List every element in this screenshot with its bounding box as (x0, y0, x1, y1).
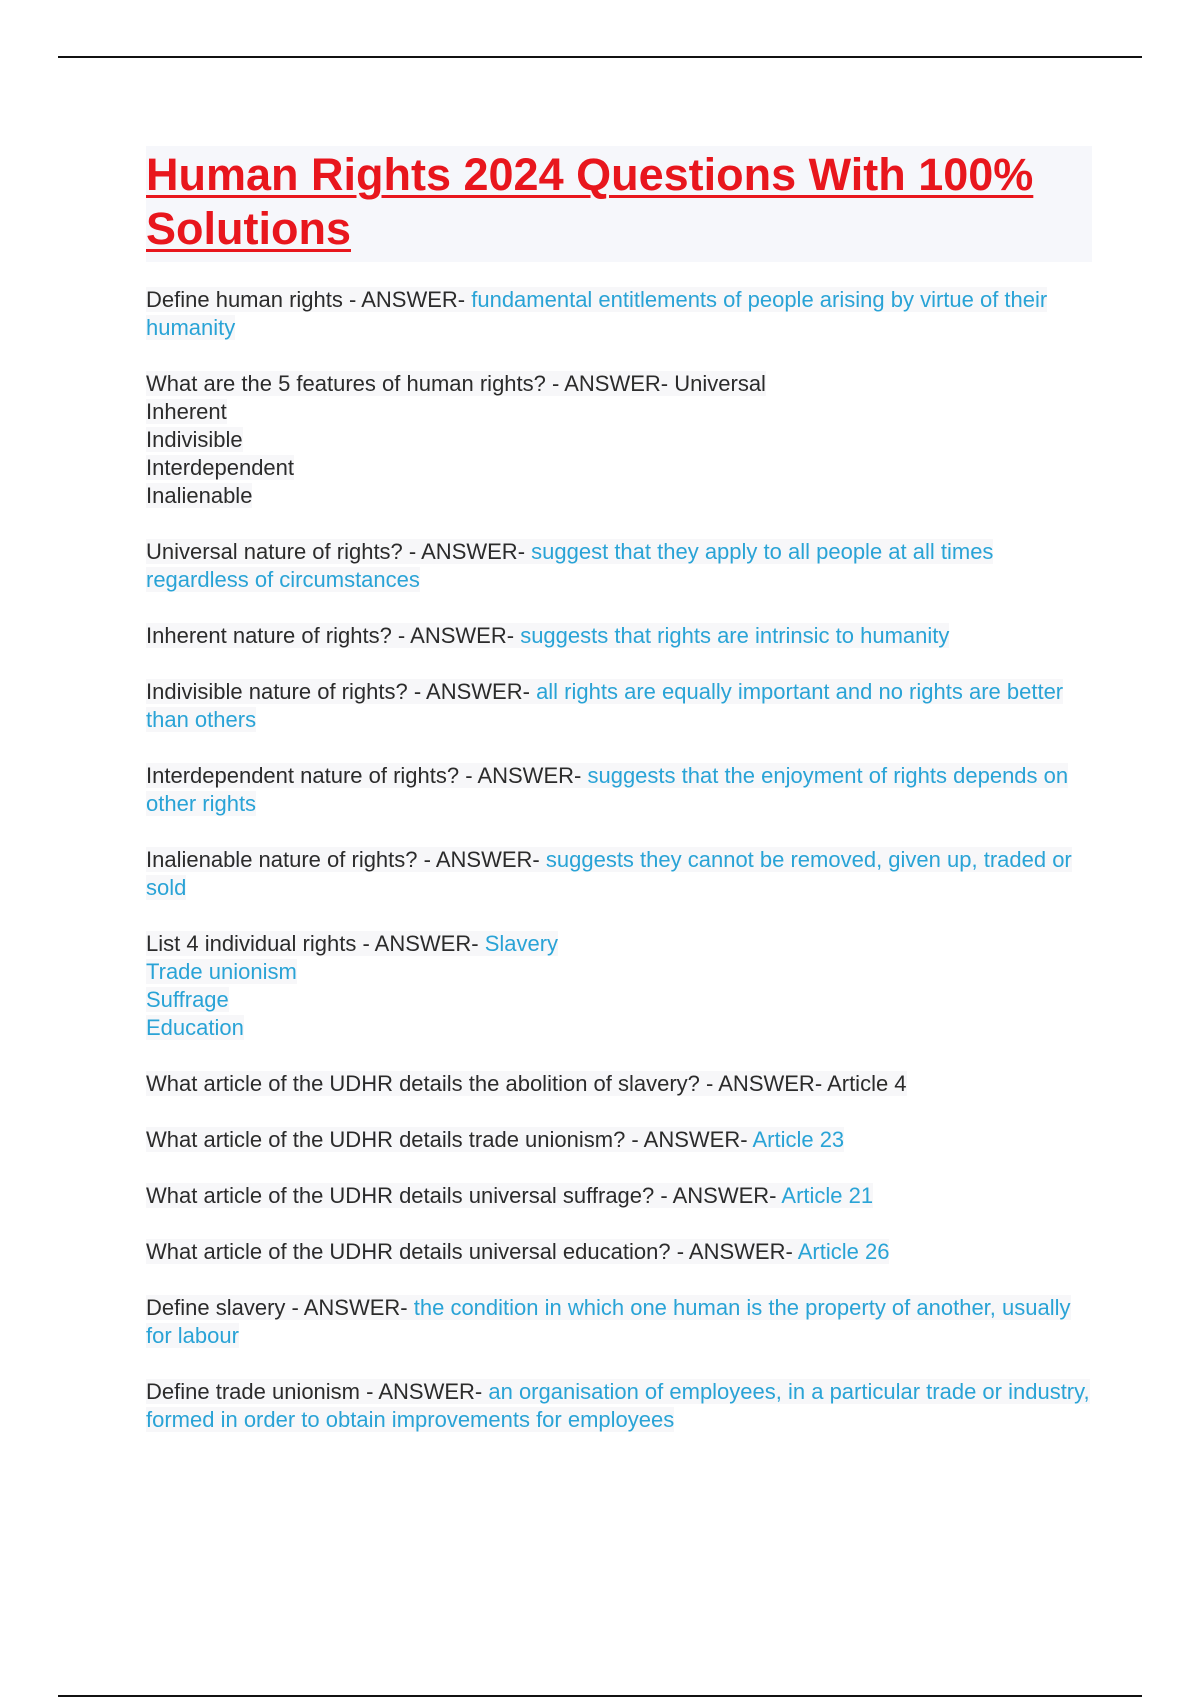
title-block (146, 146, 1092, 262)
question-text: What article of the UDHR details trade unionism? - ANSWER- (146, 1127, 748, 1152)
question-text: Universal nature of rights? - ANSWER- (146, 539, 526, 564)
answer-line: Interdependent (146, 455, 295, 480)
qa-item (146, 1294, 1092, 1350)
answer-text: Article 4 (827, 1071, 907, 1096)
question-text: Interdependent nature of rights? - ANSWER- (146, 763, 582, 788)
answer-line: Inalienable (146, 483, 253, 508)
question-text: What article of the UDHR details universal suffrage? - ANSWER- (146, 1183, 777, 1208)
answer-line: Indivisible (146, 427, 243, 452)
qa-item (146, 1378, 1092, 1434)
answer-text: suggests that rights are intrinsic to humanity (520, 623, 950, 648)
qa-item (146, 370, 1092, 510)
question-text: Indivisible nature of rights? - ANSWER- (146, 679, 530, 704)
answer-text: an organisation of employees, in a particular trade or industry, formed in order to obtain improvements for employees (146, 1379, 1090, 1432)
answer-text: all rights are equally important and no rights are better than others (146, 679, 1064, 732)
answer-line: Inherent (146, 399, 227, 424)
question-text: Define slavery - ANSWER- (146, 1295, 408, 1320)
answer-line: Suffrage (146, 987, 229, 1012)
question-text: List 4 individual rights - ANSWER- (146, 931, 479, 956)
qa-item (146, 1182, 1092, 1210)
qa-item (146, 1070, 1092, 1098)
question-text: Define trade unionism - ANSWER- (146, 1379, 483, 1404)
answer-text: suggests that the enjoyment of rights depends on other rights (146, 763, 1069, 816)
document-body (146, 146, 1092, 1462)
answer-text: Article 26 (797, 1239, 890, 1264)
answer-text: suggest that they apply to all people at all times regardless of circumstances (146, 539, 994, 592)
answer-text: fundamental entitlements of people arising by virtue of their humanity (146, 287, 1048, 340)
answer-line: Slavery (484, 931, 559, 956)
top-rule (58, 56, 1142, 58)
page-title: Human Rights 2024 Questions With 100% Solutions (146, 149, 1034, 254)
qa-item (146, 846, 1092, 902)
question-text: What article of the UDHR details universal education? - ANSWER- (146, 1239, 793, 1264)
qa-item (146, 1126, 1092, 1154)
question-text: What are the 5 features of human rights? - ANSWER- (146, 371, 669, 396)
bottom-rule (58, 1695, 1142, 1697)
answer-line: Education (146, 1015, 244, 1040)
answer-line: Universal (674, 371, 766, 396)
question-text: Inalienable nature of rights? - ANSWER- (146, 847, 540, 872)
question-text: Define human rights - ANSWER- (146, 287, 466, 312)
answer-text: the condition in which one human is the property of another, usually for labour (146, 1295, 1071, 1348)
answer-text: Article 23 (752, 1127, 845, 1152)
qa-item (146, 678, 1092, 734)
question-text: What article of the UDHR details the abolition of slavery? - ANSWER- (146, 1071, 823, 1096)
answer-line: Trade unionism (146, 959, 297, 984)
qa-item (146, 762, 1092, 818)
answer-text: suggests they cannot be removed, given up, traded or sold (146, 847, 1072, 900)
qa-item (146, 1238, 1092, 1266)
qa-item (146, 286, 1092, 342)
question-text: Inherent nature of rights? - ANSWER- (146, 623, 515, 648)
qa-item (146, 538, 1092, 594)
qa-item (146, 622, 1092, 650)
qa-item (146, 930, 1092, 1042)
answer-text: Article 21 (781, 1183, 874, 1208)
